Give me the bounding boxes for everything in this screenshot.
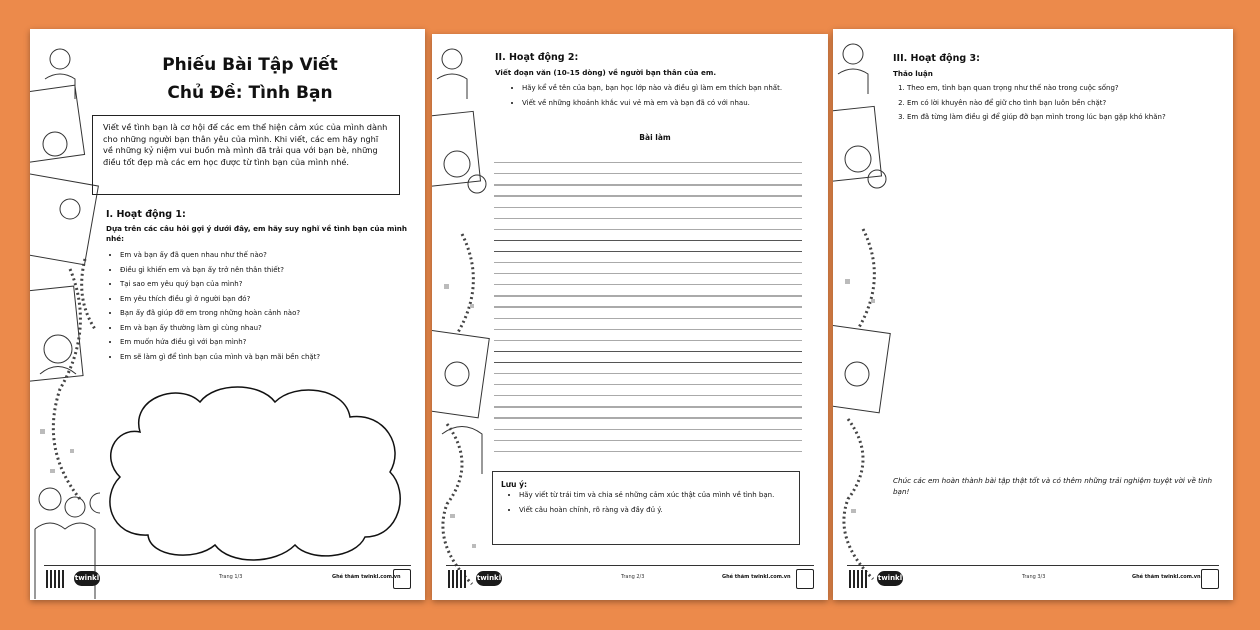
- list-item: • Em và bạn ấy đã quen nhau như thế nào?: [120, 251, 420, 261]
- site-link[interactable]: Ghé thăm twinkl.com.vn: [1132, 574, 1201, 580]
- qr-code-icon: [849, 570, 867, 588]
- discussion-question-list: [893, 84, 1207, 128]
- page-footer: [847, 565, 1219, 590]
- qr-code-icon: [448, 570, 466, 588]
- worksheet-title: Phiếu Bài Tập Viết: [162, 55, 338, 75]
- section-title-3: III. Hoạt động 3:: [893, 53, 980, 64]
- question-list-1: [106, 251, 420, 367]
- site-link[interactable]: Ghé thăm twinkl.com.vn: [332, 574, 401, 580]
- list-item: 3. Em đã từng làm điều gì để giúp đỡ bạn mình trong lúc bạn gặp khó khăn?: [907, 113, 1207, 123]
- worksheet-page-2: [432, 34, 828, 600]
- closing-message: Chúc các em hoàn thành bài tập thật tốt và có thêm những trải nghiệm tuyệt vời về tình bạn!: [893, 476, 1213, 496]
- site-link[interactable]: Ghé thăm twinkl.com.vn: [722, 574, 791, 580]
- discussion-subtitle: Thảo luận: [893, 69, 933, 78]
- intro-box: [92, 115, 400, 195]
- page-number: Trang 3/3: [1022, 574, 1046, 580]
- cloud-answer-area[interactable]: [100, 377, 412, 561]
- decorative-border-illustration: [833, 29, 891, 600]
- list-item: • Bạn ấy đã giúp đỡ em trong những hoàn cảnh nào?: [120, 309, 420, 319]
- writing-lines[interactable]: [494, 152, 802, 458]
- section-title-2: II. Hoạt động 2:: [495, 52, 579, 63]
- page-footer: [44, 565, 411, 590]
- list-item: • Em muốn hứa điều gì với bạn mình?: [120, 338, 420, 348]
- decorative-border-illustration: [30, 29, 100, 600]
- note-box: [492, 471, 800, 545]
- list-item: • Viết câu hoàn chỉnh, rõ ràng và đầy đủ ý.: [519, 506, 791, 516]
- list-item: • Em và bạn ấy thường làm gì cùng nhau?: [120, 324, 420, 334]
- quality-badge-icon: [1201, 569, 1219, 589]
- quality-badge-icon: [796, 569, 814, 589]
- list-item: • Viết về những khoảnh khắc vui vẻ mà em và bạn đã có với nhau.: [522, 99, 818, 109]
- note-title: Lưu ý:: [501, 480, 527, 489]
- answer-label: Bài làm: [639, 133, 671, 142]
- twinkl-logo: twinkl: [476, 571, 502, 586]
- qr-code-icon: [46, 570, 64, 588]
- bullet-list-2: [508, 84, 818, 113]
- list-item: • Hãy viết từ trái tim và chia sẻ những cảm xúc thật của mình về tình bạn.: [519, 491, 791, 501]
- list-item: • Hãy kể về tên của bạn, bạn học lớp nào và điều gì làm em thích bạn nhất.: [522, 84, 818, 94]
- list-item: 2. Em có lời khuyên nào để giữ cho tình bạn luôn bền chặt?: [907, 99, 1207, 109]
- quality-badge-icon: [393, 569, 411, 589]
- list-item: • Em sẽ làm gì để tình bạn của mình và bạn mãi bền chặt?: [120, 353, 420, 363]
- worksheet-page-3: [833, 29, 1233, 600]
- page-footer: [446, 565, 814, 590]
- page-number: Trang 1/3: [219, 574, 243, 580]
- twinkl-logo: twinkl: [74, 571, 100, 586]
- list-item: • Em yêu thích điều gì ở người bạn đó?: [120, 295, 420, 305]
- intro-text: Viết về tình bạn là cơ hội để các em thể hiện cảm xúc của mình dành cho những người bạn thân yêu của mình. Khi viết, các em hãy nghĩ về những kỷ niệm vui buồn mà mình đã trải qua với bạn bè, những điều tốt đẹp mà các em học được từ tình bạn của mình nhé.: [103, 122, 388, 167]
- worksheet-subtitle: Chủ Đề: Tình Bạn: [167, 83, 333, 103]
- page-number: Trang 2/3: [621, 574, 645, 580]
- section-title-1: I. Hoạt động 1:: [106, 209, 186, 220]
- instruction-1: Dựa trên các câu hỏi gợi ý dưới đây, em hãy suy nghĩ về tình bạn của mình nhé:: [106, 224, 408, 243]
- twinkl-logo: twinkl: [877, 571, 903, 586]
- list-item: • Điều gì khiến em và bạn ấy trở nên thân thiết?: [120, 266, 420, 276]
- list-item: • Tại sao em yêu quý bạn của mình?: [120, 280, 420, 290]
- list-item: 1. Theo em, tình bạn quan trọng như thế nào trong cuộc sống?: [907, 84, 1207, 94]
- decorative-border-illustration: [432, 34, 490, 600]
- instruction-2: Viết đoạn văn (10-15 dòng) về người bạn thân của em.: [495, 68, 717, 77]
- worksheet-page-1: [30, 29, 425, 600]
